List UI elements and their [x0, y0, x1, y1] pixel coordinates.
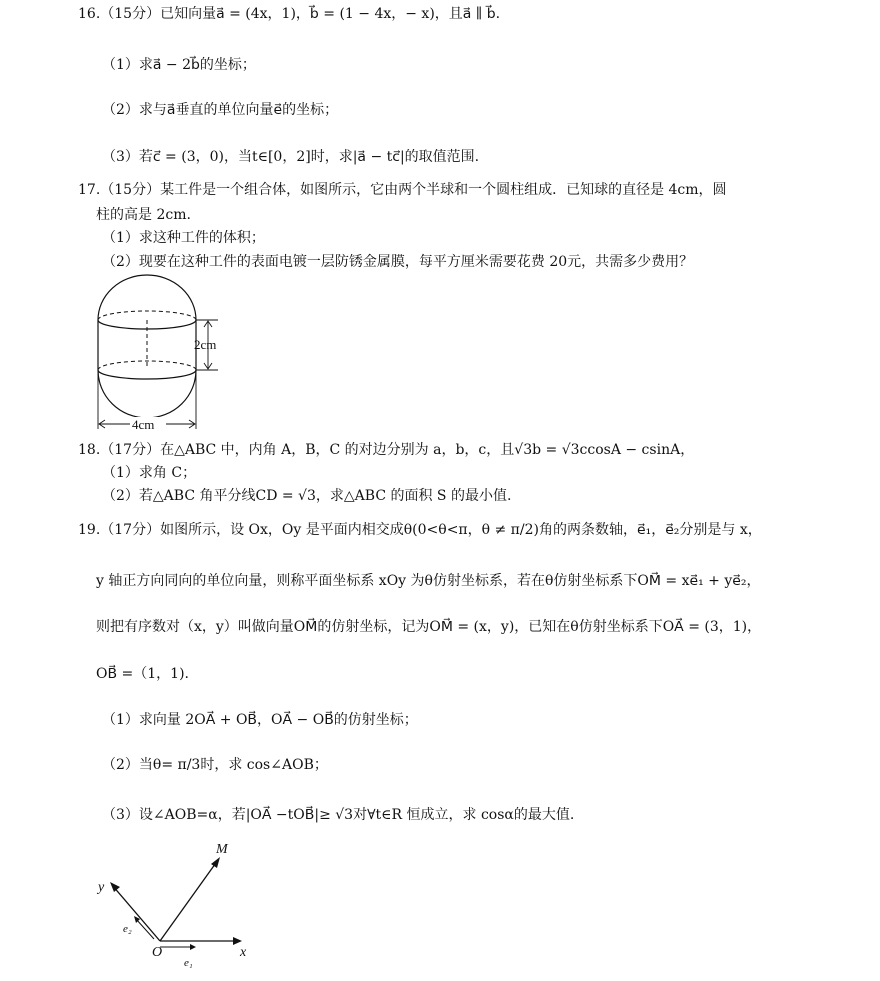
label-o: O	[152, 945, 163, 960]
top-ellipse-back	[98, 311, 196, 320]
q18-part2: （2）若△ABC 角平分线CD = √3，求△ABC 的面积 S 的最小值.	[102, 488, 512, 504]
q16-part2: （2）求与a⃗垂直的单位向量e⃗的坐标；	[102, 102, 339, 118]
label-y: y	[98, 880, 105, 895]
label-e1: e₁	[184, 957, 193, 969]
bottom-hemisphere	[98, 370, 196, 418]
q17-stem-line2: 柱的高是 2cm.	[96, 207, 191, 223]
label-x: x	[240, 945, 247, 960]
label-m: M	[216, 842, 228, 857]
q19-part2: （2）当θ= π/3时，求 cos∠AOB；	[102, 757, 328, 773]
q17-stem-line1: 17.（15分）某工件是一个组合体，如图所示，它由两个半球和一个圆柱组成．已知球的直径是 4cm，圆	[78, 182, 727, 198]
q17-part2: （2）现要在这种工件的表面电镀一层防锈金属膜，每平方厘米需要花费 20元，共需多少费用？	[102, 254, 694, 270]
height-label: 2cm	[194, 337, 217, 352]
q18-part1: （1）求角 C；	[102, 465, 197, 481]
q18-stem: 18.（17分）在△ABC 中，内角 A，B，C 的对边分别为 a，b，c，且√3b = √3ccosA − csinA，	[78, 442, 695, 458]
affine-coordinate-figure	[90, 835, 270, 975]
width-label: 4cm	[132, 417, 155, 432]
q16-part1: （1）求a⃗ − 2b⃗的坐标；	[102, 57, 256, 73]
q19-stem-line1: 19.（17分）如图所示，设 Ox，Oy 是平面内相交成θ(0<θ<π，θ ≠ π/2)角的两条数轴，e⃗₁，e⃗₂分别是与 x，	[78, 522, 762, 538]
q16-part3: （3）若c⃗ = (3，0)，当t∈[0，2]时，求|a⃗ − tc⃗|的取值范围.	[102, 149, 480, 165]
e2-vector	[136, 919, 154, 939]
q19-stem-line2: y 轴正方向同向的单位向量，则称平面坐标系 xOy 为θ仿射坐标系，若在θ仿射坐标系下OM⃗ = xe⃗₁ + ye⃗₂，	[96, 573, 761, 589]
q19-part3: （3）设∠AOB=α，若|OA⃗ −tOB⃗|≥ √3对∀t∈R 恒成立，求 cosα的最大值.	[102, 807, 575, 823]
q19-stem-line4: OB⃗ =（1，1).	[96, 666, 189, 682]
q19-stem-line3: 则把有序数对（x，y）叫做向量OM⃗的仿射坐标，记为OM⃗ = (x，y)，已知在θ仿射坐标系下OA⃗ = (3，1)，	[96, 619, 762, 635]
bottom-ellipse-front	[98, 370, 196, 379]
q19-part1: （1）求向量 2OA⃗ + OB⃗，OA⃗ − OB⃗的仿射坐标；	[102, 712, 418, 728]
y-axis	[112, 885, 160, 941]
capsule-figure	[90, 272, 240, 434]
om-vector	[160, 860, 218, 941]
q16-stem: 16.（15分）已知向量a⃗ = (4x，1)，b⃗ = (1 − 4x，− x)，且a⃗ ∥ b⃗.	[78, 6, 501, 22]
label-e2: e₂	[123, 923, 132, 935]
q17-part1: （1）求这种工件的体积；	[102, 230, 265, 246]
